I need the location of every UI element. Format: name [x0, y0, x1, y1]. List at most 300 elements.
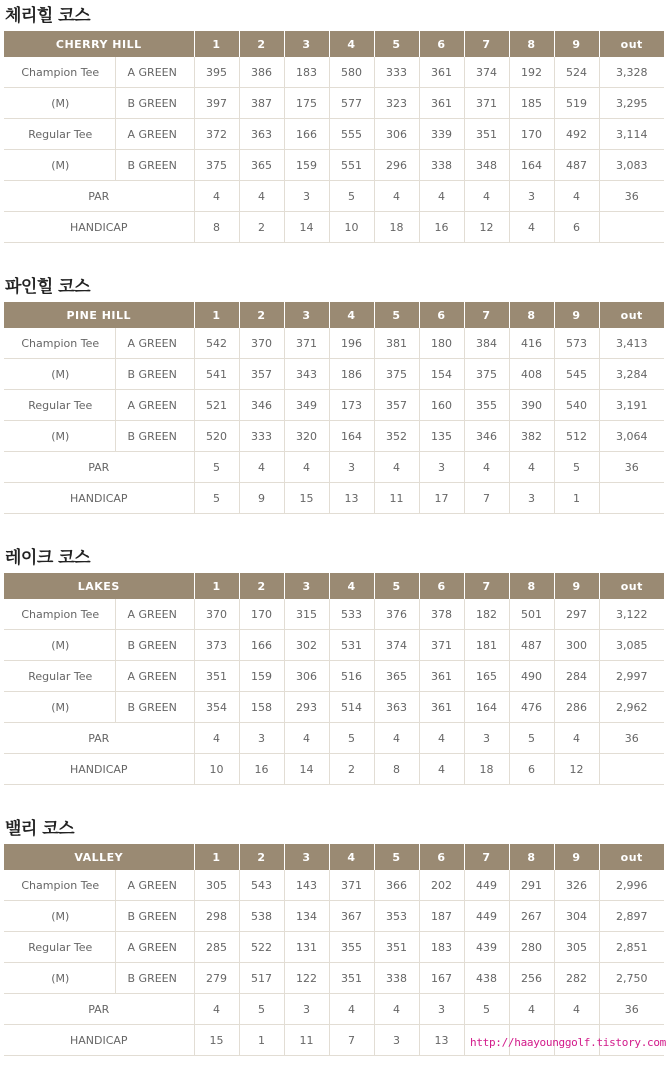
- hole-header: 9: [554, 844, 599, 870]
- par-value-cell: 3: [509, 181, 554, 212]
- tee-label: (M): [4, 88, 115, 119]
- yardage-cell: 540: [554, 390, 599, 421]
- yardage-cell: 375: [464, 359, 509, 390]
- par-value-cell: 5: [329, 181, 374, 212]
- out-total-cell: 3,114: [599, 119, 664, 150]
- par-value-cell: 4: [419, 723, 464, 754]
- yardage-cell: 181: [464, 630, 509, 661]
- yardage-cell: 279: [194, 963, 239, 994]
- green-label: B GREEN: [115, 901, 194, 932]
- course-section: [4, 273, 664, 514]
- par-value-cell: 4: [374, 994, 419, 1025]
- yardage-cell: 361: [419, 57, 464, 88]
- yardage-cell: 180: [419, 328, 464, 359]
- tee-row: [4, 901, 664, 932]
- hole-header: 5: [374, 302, 419, 328]
- handicap-value-cell: 1: [554, 483, 599, 514]
- par-value-cell: 4: [284, 723, 329, 754]
- yardage-cell: 143: [284, 870, 329, 901]
- yardage-cell: 300: [554, 630, 599, 661]
- handicap-value-cell: 8: [194, 212, 239, 243]
- hole-header: 2: [239, 844, 284, 870]
- par-label: PAR: [4, 181, 194, 212]
- yardage-cell: 370: [239, 328, 284, 359]
- par-value-cell: 5: [194, 452, 239, 483]
- out-total-cell: 2,851: [599, 932, 664, 963]
- par-value-cell: 5: [239, 994, 284, 1025]
- tee-label: Champion Tee: [4, 870, 115, 901]
- yardage-cell: 293: [284, 692, 329, 723]
- tee-row: [4, 963, 664, 994]
- yardage-cell: 365: [374, 661, 419, 692]
- tee-label: Regular Tee: [4, 390, 115, 421]
- yardage-cell: 167: [419, 963, 464, 994]
- course-section: [4, 815, 664, 1056]
- handicap-value-cell: 2: [239, 212, 284, 243]
- handicap-value-cell: 5: [194, 483, 239, 514]
- yardage-cell: 555: [329, 119, 374, 150]
- yardage-cell: 183: [284, 57, 329, 88]
- hole-header: 6: [419, 844, 464, 870]
- tee-row: [4, 421, 664, 452]
- hole-header: 3: [284, 844, 329, 870]
- par-value-cell: 36: [599, 994, 664, 1025]
- green-label: A GREEN: [115, 932, 194, 963]
- tee-row: [4, 870, 664, 901]
- out-total-cell: 3,085: [599, 630, 664, 661]
- yardage-cell: 355: [464, 390, 509, 421]
- out-total-cell: 3,295: [599, 88, 664, 119]
- par-value-cell: 5: [509, 723, 554, 754]
- yardage-cell: 387: [239, 88, 284, 119]
- tee-label: Regular Tee: [4, 119, 115, 150]
- out-total-cell: 3,284: [599, 359, 664, 390]
- yardage-cell: 371: [464, 88, 509, 119]
- handicap-value-cell: 2: [329, 754, 374, 785]
- yardage-cell: 365: [239, 150, 284, 181]
- yardage-cell: 351: [329, 963, 374, 994]
- course-title: 파인힐 코스: [5, 277, 91, 297]
- par-value-cell: 4: [194, 723, 239, 754]
- green-label: A GREEN: [115, 661, 194, 692]
- yardage-cell: 159: [239, 661, 284, 692]
- par-row: [4, 723, 664, 754]
- hole-header: 8: [509, 302, 554, 328]
- par-value-cell: 4: [239, 452, 284, 483]
- hole-header: 6: [419, 573, 464, 599]
- yardage-cell: 351: [374, 932, 419, 963]
- yardage-cell: 192: [509, 57, 554, 88]
- yardage-cell: 296: [374, 150, 419, 181]
- yardage-cell: 371: [419, 630, 464, 661]
- handicap-value-cell: 16: [239, 754, 284, 785]
- green-label: B GREEN: [115, 630, 194, 661]
- yardage-cell: 186: [329, 359, 374, 390]
- yardage-cell: 533: [329, 599, 374, 630]
- handicap-value-cell: 14: [284, 754, 329, 785]
- out-total-cell: 2,997: [599, 661, 664, 692]
- hole-header: 3: [284, 31, 329, 57]
- yardage-cell: 438: [464, 963, 509, 994]
- tee-label: (M): [4, 359, 115, 390]
- yardage-cell: 346: [464, 421, 509, 452]
- out-header: out: [599, 31, 664, 57]
- yardage-cell: 363: [374, 692, 419, 723]
- par-value-cell: 4: [464, 181, 509, 212]
- scorecard-table: [4, 302, 664, 514]
- par-value-cell: 3: [464, 723, 509, 754]
- green-label: B GREEN: [115, 359, 194, 390]
- handicap-value-cell: 6: [509, 754, 554, 785]
- hole-header: 5: [374, 844, 419, 870]
- tee-label: (M): [4, 150, 115, 181]
- yardage-cell: 416: [509, 328, 554, 359]
- green-label: A GREEN: [115, 328, 194, 359]
- hole-header: 3: [284, 573, 329, 599]
- yardage-cell: 376: [374, 599, 419, 630]
- handicap-value-cell: 16: [419, 212, 464, 243]
- par-value-cell: 3: [239, 723, 284, 754]
- handicap-value-cell: 3: [509, 483, 554, 514]
- yardage-cell: 351: [194, 661, 239, 692]
- tee-label: Regular Tee: [4, 661, 115, 692]
- handicap-value-cell: 18: [464, 754, 509, 785]
- yardage-cell: 131: [284, 932, 329, 963]
- par-value-cell: 4: [284, 452, 329, 483]
- yardage-cell: 286: [554, 692, 599, 723]
- handicap-value-cell: 6: [554, 212, 599, 243]
- out-total-cell: 2,996: [599, 870, 664, 901]
- yardage-cell: 166: [239, 630, 284, 661]
- yardage-cell: 476: [509, 692, 554, 723]
- tee-row: [4, 932, 664, 963]
- hole-header: 4: [329, 573, 374, 599]
- yardage-cell: 375: [194, 150, 239, 181]
- tee-row: [4, 661, 664, 692]
- yardage-cell: 306: [284, 661, 329, 692]
- yardage-cell: 323: [374, 88, 419, 119]
- green-label: B GREEN: [115, 150, 194, 181]
- hole-header: 9: [554, 31, 599, 57]
- green-label: A GREEN: [115, 390, 194, 421]
- yardage-cell: 439: [464, 932, 509, 963]
- yardage-cell: 348: [464, 150, 509, 181]
- par-value-cell: 3: [419, 994, 464, 1025]
- tee-row: [4, 630, 664, 661]
- tee-row: [4, 359, 664, 390]
- yardage-cell: 352: [374, 421, 419, 452]
- par-value-cell: 4: [374, 723, 419, 754]
- yardage-cell: 284: [554, 661, 599, 692]
- par-value-cell: 3: [284, 994, 329, 1025]
- handicap-value-cell: [599, 754, 664, 785]
- yardage-cell: 577: [329, 88, 374, 119]
- yardage-cell: 338: [419, 150, 464, 181]
- par-row: [4, 452, 664, 483]
- yardage-cell: 302: [284, 630, 329, 661]
- par-value-cell: 5: [554, 452, 599, 483]
- handicap-value-cell: 7: [464, 483, 509, 514]
- handicap-label: HANDICAP: [4, 212, 194, 243]
- yardage-cell: 541: [194, 359, 239, 390]
- tee-label: (M): [4, 421, 115, 452]
- par-value-cell: 4: [554, 994, 599, 1025]
- out-total-cell: 3,083: [599, 150, 664, 181]
- scorecard-table: [4, 31, 664, 243]
- hole-header: 2: [239, 573, 284, 599]
- yardage-cell: 353: [374, 901, 419, 932]
- handicap-value-cell: 11: [374, 483, 419, 514]
- par-row: [4, 994, 664, 1025]
- hole-header: 5: [374, 573, 419, 599]
- yardage-cell: 346: [239, 390, 284, 421]
- yardage-cell: 280: [509, 932, 554, 963]
- hole-header: 4: [329, 31, 374, 57]
- yardage-cell: 267: [509, 901, 554, 932]
- yardage-cell: 449: [464, 901, 509, 932]
- handicap-value-cell: 10: [329, 212, 374, 243]
- yardage-cell: 354: [194, 692, 239, 723]
- handicap-value-cell: 7: [329, 1025, 374, 1056]
- par-value-cell: 36: [599, 181, 664, 212]
- tee-label: Champion Tee: [4, 599, 115, 630]
- handicap-value-cell: 4: [509, 212, 554, 243]
- yardage-cell: 297: [554, 599, 599, 630]
- yardage-cell: 122: [284, 963, 329, 994]
- yardage-cell: 524: [554, 57, 599, 88]
- yardage-cell: 165: [464, 661, 509, 692]
- hole-header: 6: [419, 31, 464, 57]
- blog-url-watermark: http://haayounggolf.tistory.com: [470, 1036, 666, 1049]
- yardage-cell: 522: [239, 932, 284, 963]
- tee-row: [4, 150, 664, 181]
- green-label: A GREEN: [115, 57, 194, 88]
- tee-row: [4, 88, 664, 119]
- yardage-cell: 490: [509, 661, 554, 692]
- yardage-cell: 164: [329, 421, 374, 452]
- tee-label: (M): [4, 963, 115, 994]
- par-value-cell: 4: [374, 452, 419, 483]
- yardage-cell: 381: [374, 328, 419, 359]
- yardage-cell: 366: [374, 870, 419, 901]
- yardage-cell: 397: [194, 88, 239, 119]
- yardage-cell: 173: [329, 390, 374, 421]
- course-name-header: LAKES: [4, 573, 194, 599]
- green-label: B GREEN: [115, 88, 194, 119]
- tee-row: [4, 692, 664, 723]
- par-value-cell: 4: [194, 181, 239, 212]
- yardage-cell: 408: [509, 359, 554, 390]
- yardage-cell: 545: [554, 359, 599, 390]
- handicap-value-cell: 17: [419, 483, 464, 514]
- yardage-cell: 449: [464, 870, 509, 901]
- handicap-row: [4, 483, 664, 514]
- green-label: A GREEN: [115, 870, 194, 901]
- yardage-cell: 158: [239, 692, 284, 723]
- hole-header: 1: [194, 844, 239, 870]
- yardage-cell: 367: [329, 901, 374, 932]
- par-value-cell: 3: [284, 181, 329, 212]
- yardage-cell: 487: [509, 630, 554, 661]
- yardage-cell: 182: [464, 599, 509, 630]
- yardage-cell: 374: [464, 57, 509, 88]
- handicap-value-cell: 12: [554, 754, 599, 785]
- par-value-cell: 3: [329, 452, 374, 483]
- par-value-cell: 5: [464, 994, 509, 1025]
- yardage-cell: 187: [419, 901, 464, 932]
- out-header: out: [599, 302, 664, 328]
- yardage-cell: 285: [194, 932, 239, 963]
- hole-header: 9: [554, 302, 599, 328]
- yardage-cell: 170: [509, 119, 554, 150]
- yardage-cell: 282: [554, 963, 599, 994]
- yardage-cell: 339: [419, 119, 464, 150]
- green-label: B GREEN: [115, 963, 194, 994]
- hole-header: 3: [284, 302, 329, 328]
- yardage-cell: 154: [419, 359, 464, 390]
- handicap-value-cell: 13: [419, 1025, 464, 1056]
- out-header: out: [599, 573, 664, 599]
- yardage-cell: 170: [239, 599, 284, 630]
- yardage-cell: 573: [554, 328, 599, 359]
- yardage-cell: 580: [329, 57, 374, 88]
- yardage-cell: 185: [509, 88, 554, 119]
- tee-row: [4, 599, 664, 630]
- hole-header: 7: [464, 302, 509, 328]
- out-total-cell: 3,328: [599, 57, 664, 88]
- yardage-cell: 516: [329, 661, 374, 692]
- yardage-cell: 355: [329, 932, 374, 963]
- hole-header: 6: [419, 302, 464, 328]
- handicap-label: HANDICAP: [4, 1025, 194, 1056]
- hole-header: 2: [239, 31, 284, 57]
- yardage-cell: 183: [419, 932, 464, 963]
- handicap-value-cell: 10: [194, 754, 239, 785]
- yardage-cell: 305: [554, 932, 599, 963]
- handicap-value-cell: 15: [194, 1025, 239, 1056]
- scorecard-table: [4, 573, 664, 785]
- yardage-cell: 164: [464, 692, 509, 723]
- yardage-cell: 202: [419, 870, 464, 901]
- handicap-value-cell: 9: [239, 483, 284, 514]
- tee-label: Champion Tee: [4, 57, 115, 88]
- yardage-cell: 543: [239, 870, 284, 901]
- yardage-cell: 373: [194, 630, 239, 661]
- yardage-cell: 343: [284, 359, 329, 390]
- out-total-cell: 2,962: [599, 692, 664, 723]
- header-row: [4, 302, 664, 328]
- handicap-row: [4, 754, 664, 785]
- yardage-cell: 135: [419, 421, 464, 452]
- par-value-cell: 4: [554, 723, 599, 754]
- tee-label: Champion Tee: [4, 328, 115, 359]
- yardage-cell: 175: [284, 88, 329, 119]
- yardage-cell: 315: [284, 599, 329, 630]
- hole-header: 7: [464, 844, 509, 870]
- handicap-value-cell: 18: [374, 212, 419, 243]
- yardage-cell: 351: [464, 119, 509, 150]
- yardage-cell: 134: [284, 901, 329, 932]
- yardage-cell: 378: [419, 599, 464, 630]
- yardage-cell: 326: [554, 870, 599, 901]
- tee-row: [4, 57, 664, 88]
- tee-row: [4, 328, 664, 359]
- hole-header: 4: [329, 844, 374, 870]
- hole-header: 7: [464, 31, 509, 57]
- yardage-cell: 390: [509, 390, 554, 421]
- yardage-cell: 166: [284, 119, 329, 150]
- yardage-cell: 333: [239, 421, 284, 452]
- course-name-header: CHERRY HILL: [4, 31, 194, 57]
- handicap-value-cell: 11: [284, 1025, 329, 1056]
- yardage-cell: 517: [239, 963, 284, 994]
- yardage-cell: 487: [554, 150, 599, 181]
- yardage-cell: 374: [374, 630, 419, 661]
- handicap-value-cell: 15: [284, 483, 329, 514]
- yardage-cell: 256: [509, 963, 554, 994]
- out-total-cell: 2,750: [599, 963, 664, 994]
- yardage-cell: 371: [329, 870, 374, 901]
- yardage-cell: 501: [509, 599, 554, 630]
- yardage-cell: 357: [374, 390, 419, 421]
- yardage-cell: 320: [284, 421, 329, 452]
- hole-header: 1: [194, 302, 239, 328]
- par-value-cell: 4: [194, 994, 239, 1025]
- par-label: PAR: [4, 452, 194, 483]
- tee-label: (M): [4, 901, 115, 932]
- tee-row: [4, 119, 664, 150]
- par-value-cell: 4: [509, 452, 554, 483]
- yardage-cell: 538: [239, 901, 284, 932]
- yardage-cell: 159: [284, 150, 329, 181]
- par-value-cell: 4: [464, 452, 509, 483]
- yardage-cell: 349: [284, 390, 329, 421]
- course-section: [4, 2, 664, 243]
- yardage-cell: 361: [419, 88, 464, 119]
- course-title: 밸리 코스: [5, 819, 75, 839]
- yardage-cell: 375: [374, 359, 419, 390]
- hole-header: 4: [329, 302, 374, 328]
- yardage-cell: 519: [554, 88, 599, 119]
- yardage-cell: 542: [194, 328, 239, 359]
- par-value-cell: 4: [419, 181, 464, 212]
- out-total-cell: 2,897: [599, 901, 664, 932]
- handicap-label: HANDICAP: [4, 483, 194, 514]
- yardage-cell: 514: [329, 692, 374, 723]
- hole-header: 8: [509, 31, 554, 57]
- yardage-cell: 160: [419, 390, 464, 421]
- par-value-cell: 36: [599, 452, 664, 483]
- handicap-value-cell: [599, 212, 664, 243]
- course-name-header: VALLEY: [4, 844, 194, 870]
- tee-label: (M): [4, 630, 115, 661]
- par-value-cell: 5: [329, 723, 374, 754]
- yardage-cell: 357: [239, 359, 284, 390]
- hole-header: 8: [509, 573, 554, 599]
- yardage-cell: 382: [509, 421, 554, 452]
- out-total-cell: 3,413: [599, 328, 664, 359]
- handicap-value-cell: 13: [329, 483, 374, 514]
- yardage-cell: 333: [374, 57, 419, 88]
- hole-header: 1: [194, 573, 239, 599]
- hole-header: 1: [194, 31, 239, 57]
- green-label: A GREEN: [115, 599, 194, 630]
- par-row: [4, 181, 664, 212]
- header-row: [4, 844, 664, 870]
- par-label: PAR: [4, 723, 194, 754]
- yardage-cell: 298: [194, 901, 239, 932]
- header-row: [4, 573, 664, 599]
